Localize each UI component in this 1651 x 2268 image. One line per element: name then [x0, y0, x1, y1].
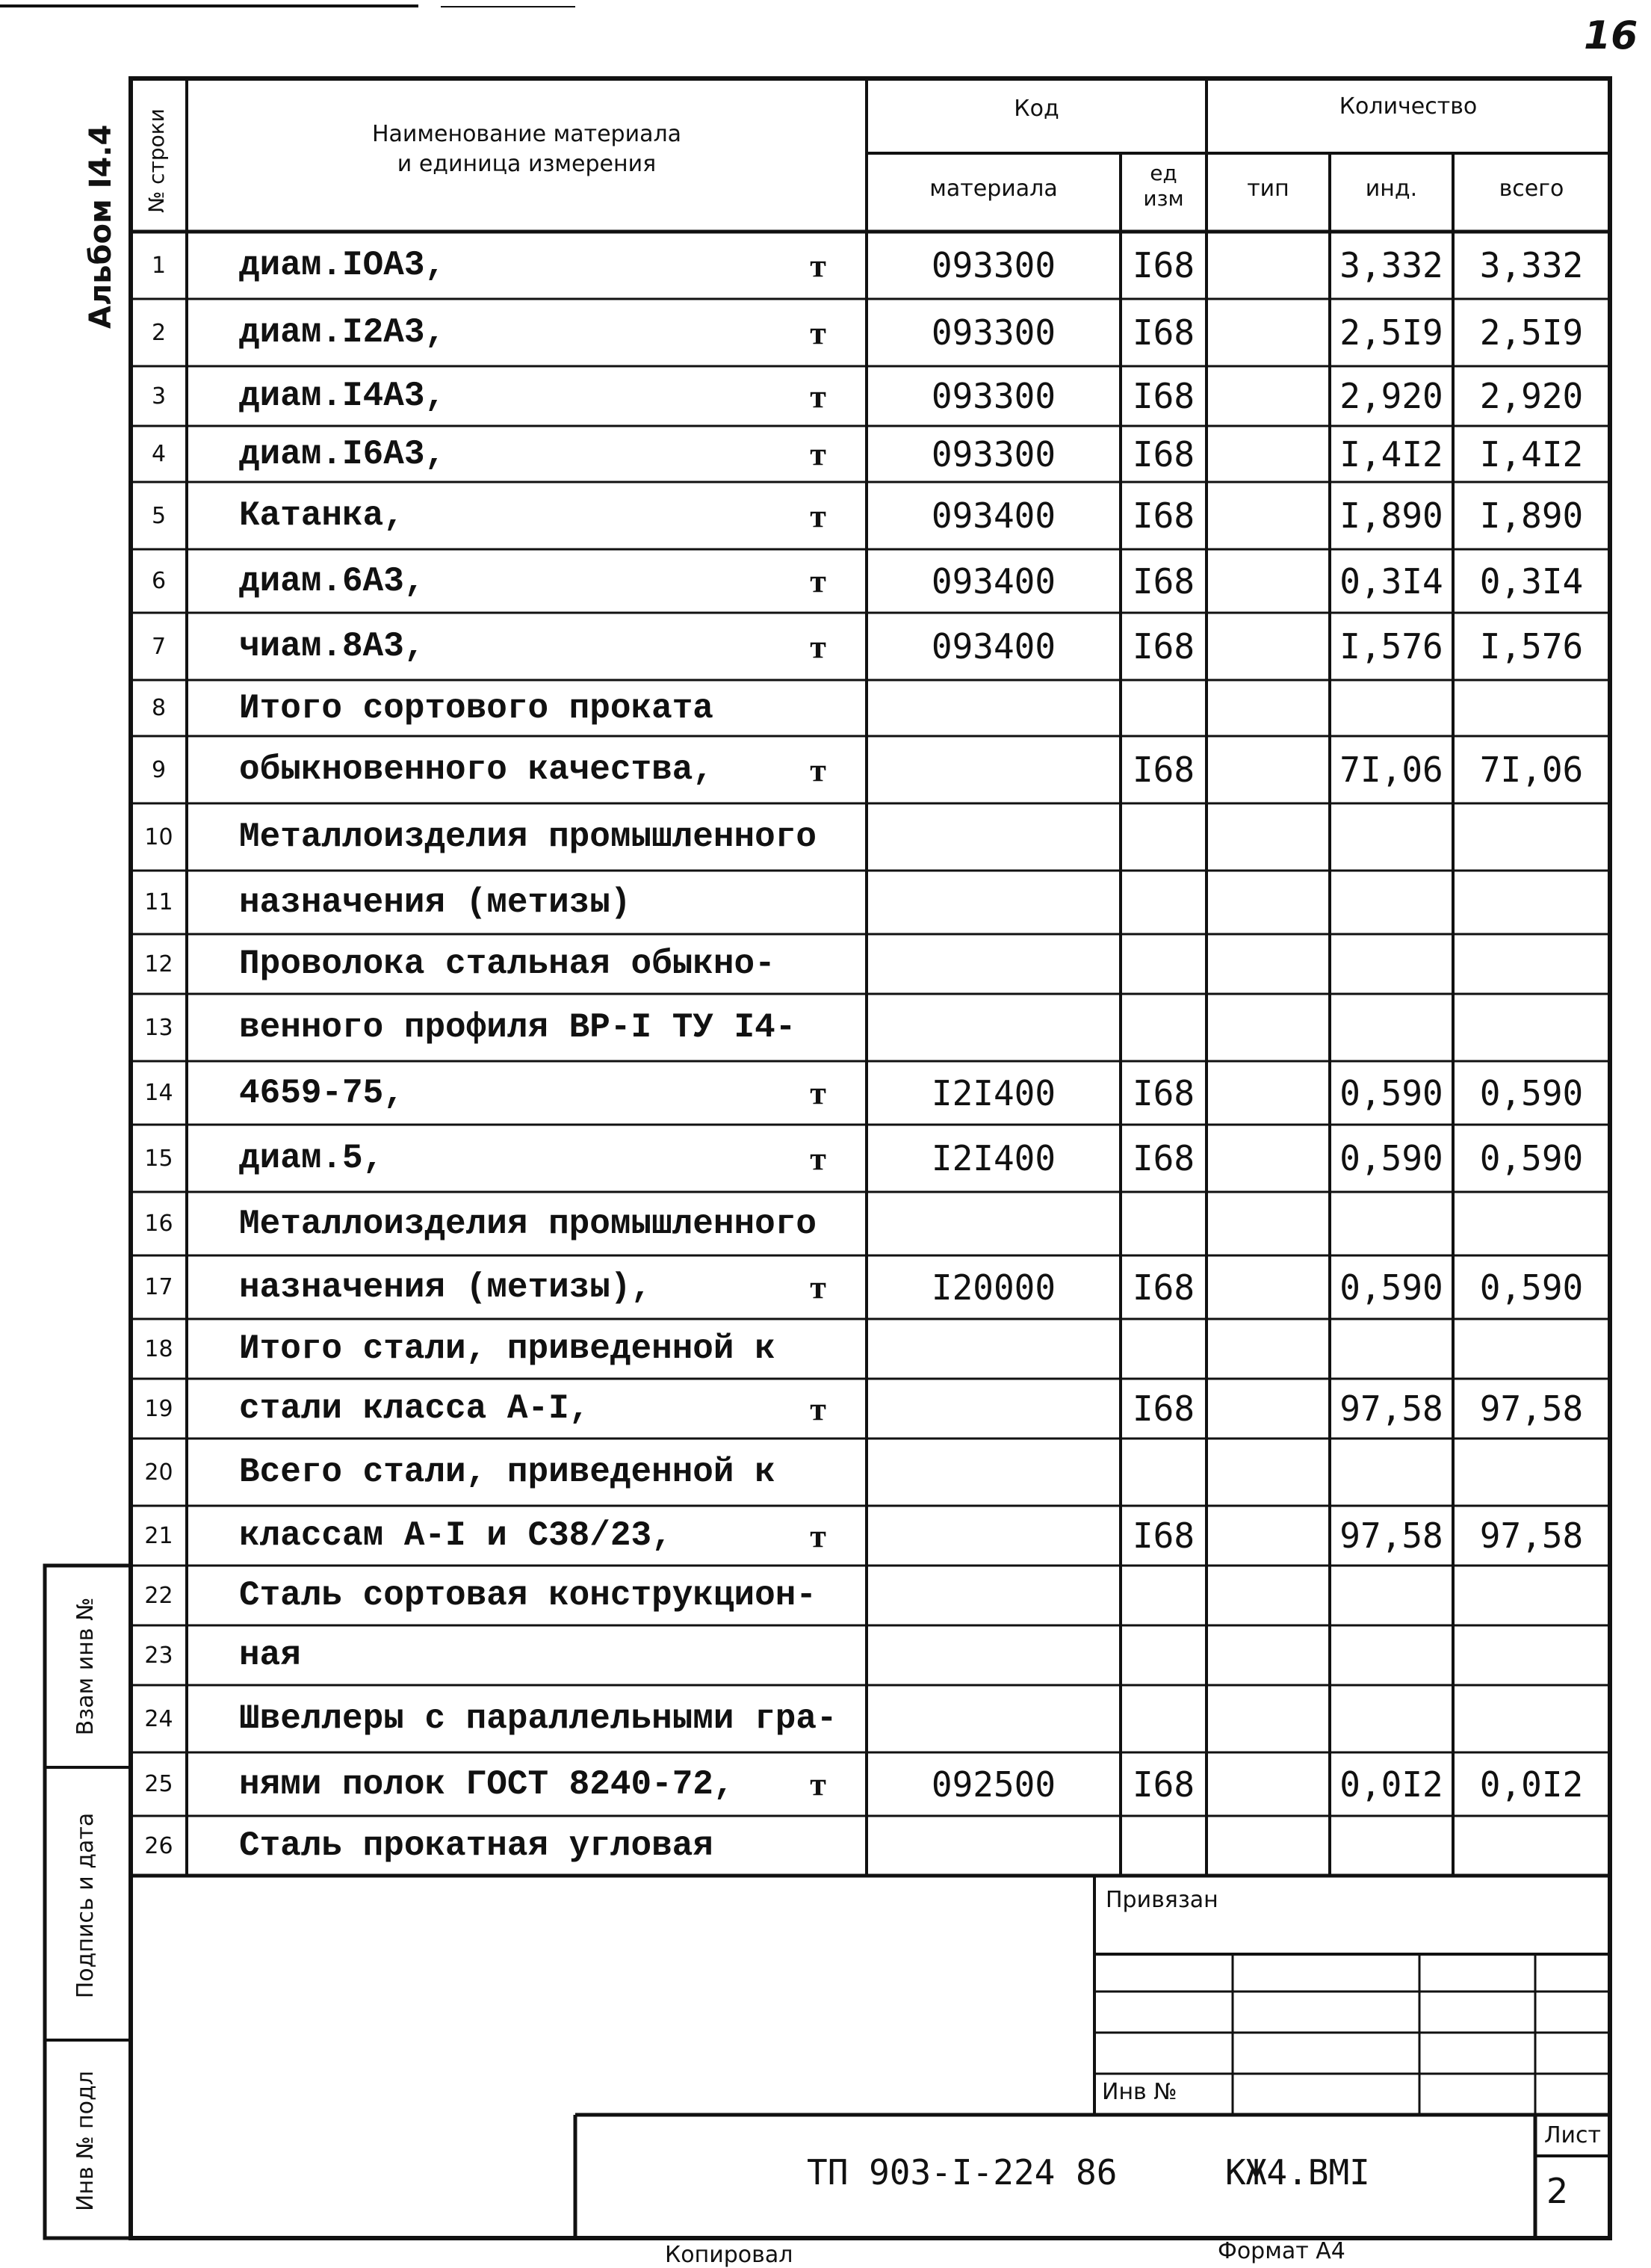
unit-of-measure [777, 994, 859, 1061]
measure-code: I68 [1132, 495, 1195, 536]
material-name: стали класса А-I, [239, 1389, 590, 1428]
measure-code: I68 [1132, 626, 1195, 667]
album-label: Альбом I4.4 [84, 124, 118, 329]
measure-code: I68 [1132, 245, 1195, 285]
header-row-no: № строки [144, 108, 169, 213]
measure-code: I68 [1132, 1138, 1195, 1178]
unit-of-measure: т [810, 436, 826, 472]
quantity-total [1453, 1816, 1610, 1876]
quantity-ind: I,890 [1339, 495, 1443, 536]
material-code: I2I400 [931, 1072, 1056, 1113]
header-quantity: Количество [1339, 93, 1478, 120]
row-number: 2 [151, 319, 167, 346]
header-unit: ед изм [1143, 161, 1184, 211]
quantity-ind: 0,590 [1339, 1267, 1443, 1308]
quantity-ind [1330, 803, 1453, 871]
row-number: 15 [144, 1145, 173, 1172]
measure-code: I68 [1132, 750, 1195, 790]
quantity-total: 97,58 [1479, 1388, 1584, 1429]
material-name: Всего стали, приведенной к [239, 1453, 775, 1492]
material-name: венного профиля ВР-I ТУ I4- [239, 1008, 796, 1047]
quantity-ind: 0,590 [1339, 1138, 1443, 1178]
material-name: назначения (метизы) [239, 883, 631, 922]
page-number: 16 [1584, 13, 1638, 58]
measure-code [1121, 680, 1206, 736]
quantity-ind [1330, 1816, 1453, 1876]
quantity-ind: 0,3I4 [1339, 560, 1443, 602]
material-code: I2I400 [931, 1138, 1056, 1178]
row-number: 3 [151, 383, 167, 410]
unit-of-measure [777, 1439, 859, 1506]
measure-code [1121, 1816, 1206, 1876]
material-code [867, 1319, 1121, 1379]
row-number: 25 [144, 1771, 173, 1797]
footer-format: Формат А4 [1218, 2238, 1345, 2264]
quantity-ind [1330, 994, 1453, 1061]
quantity-total: I,4I2 [1479, 433, 1584, 475]
row-number: 12 [144, 951, 173, 977]
quantity-total: 0,0I2 [1479, 1764, 1584, 1805]
quantity-total [1453, 1625, 1610, 1685]
material-name: Итого стали, приведенной к [239, 1329, 775, 1368]
material-code: 093400 [931, 495, 1056, 536]
measure-code: I68 [1132, 312, 1195, 353]
quantity-ind: 0,590 [1339, 1072, 1443, 1113]
material-name: диам.I4A3, [239, 377, 446, 415]
header-total: всего [1499, 176, 1564, 202]
inv-no-label: Инв № [1102, 2079, 1177, 2105]
quantity-ind [1330, 1685, 1453, 1752]
quantity-ind: 0,0I2 [1339, 1764, 1443, 1805]
material-code [867, 994, 1121, 1061]
material-name: диам.I6A3, [239, 434, 446, 474]
quantity-total: 0,590 [1479, 1138, 1584, 1178]
unit-of-measure: т [810, 1075, 826, 1111]
row-number: 4 [151, 441, 167, 467]
quantity-ind [1330, 1439, 1453, 1506]
unit-of-measure: т [810, 563, 826, 599]
quantity-total: 0,3I4 [1479, 560, 1584, 602]
quantity-total [1453, 994, 1610, 1061]
privyazan-label: Привязан [1106, 1887, 1218, 1913]
row-number: 19 [144, 1395, 173, 1422]
material-code [867, 1506, 1121, 1566]
measure-code [1121, 803, 1206, 871]
row-number: 14 [144, 1080, 173, 1106]
row-number: 24 [144, 1705, 173, 1732]
material-name: Проволока стальная обыкно- [239, 945, 775, 983]
header-material: материала [929, 176, 1058, 202]
measure-code [1121, 1625, 1206, 1685]
material-name: диам.I2A3, [239, 313, 446, 352]
quantity-ind [1330, 1192, 1453, 1255]
material-name: 4659-75, [239, 1073, 404, 1113]
quantity-total [1453, 1319, 1610, 1379]
material-code: 092500 [931, 1764, 1056, 1805]
quantity-total: 2,920 [1479, 376, 1584, 416]
row-number: 6 [151, 568, 167, 594]
footer-copied: Копировал [665, 2242, 793, 2268]
row-number: 21 [144, 1522, 173, 1549]
material-code [867, 1379, 1121, 1439]
quantity-total [1453, 1439, 1610, 1506]
material-code [867, 934, 1121, 994]
material-name: Катанка, [239, 496, 404, 535]
row-number: 18 [144, 1335, 173, 1362]
material-name: чиам.8A3, [239, 627, 425, 666]
quantity-total [1453, 803, 1610, 871]
unit-of-measure: т [810, 314, 826, 351]
measure-code [1121, 1319, 1206, 1379]
material-name: Сталь сортовая конструкцион- [239, 1576, 817, 1615]
quantity-total [1453, 1566, 1610, 1625]
material-code: 093400 [931, 560, 1056, 602]
quantity-ind: 2,920 [1339, 376, 1443, 416]
row-number: 17 [144, 1274, 173, 1300]
header-typ: тип [1247, 176, 1289, 202]
row-number: 10 [144, 824, 173, 850]
material-name: классам А-I и С38/23, [239, 1516, 672, 1555]
measure-code [1121, 1685, 1206, 1752]
row-number: 13 [144, 1014, 173, 1041]
material-code [867, 1566, 1121, 1625]
quantity-ind [1330, 934, 1453, 994]
unit-of-measure [777, 1192, 859, 1255]
doc-mark: КЖ4.ВМI [1225, 2152, 1370, 2193]
quantity-ind: 97,58 [1339, 1388, 1443, 1429]
quantity-total [1453, 871, 1610, 934]
row-number: 8 [151, 695, 167, 721]
material-code: 093400 [931, 626, 1056, 667]
material-name: нями полок ГОСТ 8240-72, [239, 1764, 734, 1804]
quantity-total: 0,590 [1479, 1267, 1584, 1308]
quantity-total: 97,58 [1479, 1515, 1584, 1556]
quantity-ind [1330, 1625, 1453, 1685]
measure-code [1121, 1566, 1206, 1625]
unit-of-measure [777, 934, 859, 994]
quantity-ind: 7I,06 [1339, 750, 1443, 790]
row-number: 1 [151, 252, 167, 279]
material-name: диам.5, [239, 1139, 384, 1178]
measure-code: I68 [1132, 1764, 1195, 1805]
quantity-total: 0,590 [1479, 1072, 1584, 1113]
quantity-ind [1330, 871, 1453, 934]
material-code [867, 803, 1121, 871]
material-code [867, 1625, 1121, 1685]
header-name: Наименование материала и единица измерения [371, 121, 682, 177]
sheet-number: 2 [1546, 2171, 1569, 2211]
unit-of-measure: т [810, 377, 826, 415]
row-number: 16 [144, 1211, 173, 1237]
material-code [867, 736, 1121, 803]
unit-of-measure: т [810, 1766, 826, 1802]
quantity-total [1453, 680, 1610, 736]
quantity-total [1453, 934, 1610, 994]
header-ind: инд. [1365, 176, 1418, 202]
measure-code: I68 [1132, 560, 1195, 602]
measure-code: I68 [1132, 1072, 1195, 1113]
material-code: 093300 [931, 376, 1056, 416]
quantity-ind [1330, 1319, 1453, 1379]
material-code [867, 1192, 1121, 1255]
row-number: 23 [144, 1642, 173, 1669]
unit-of-measure: т [810, 751, 826, 788]
quantity-total [1453, 1192, 1610, 1255]
quantity-total: 7I,06 [1479, 750, 1584, 790]
unit-of-measure: т [810, 1517, 826, 1554]
measure-code: I68 [1132, 376, 1195, 416]
material-code [867, 680, 1121, 736]
material-name: Металлоизделия промышленного [239, 1204, 817, 1243]
material-name: диам.IOA3, [239, 246, 446, 285]
quantity-total: I,890 [1479, 495, 1584, 536]
material-name: обыкновенного качества, [239, 750, 713, 789]
measure-code [1121, 934, 1206, 994]
side-inv-podl-label: Инв № подл [72, 2071, 99, 2211]
measure-code: I68 [1132, 433, 1195, 475]
material-name: Сталь прокатная угловая [239, 1826, 713, 1865]
material-name: Швеллеры с параллельными гра- [239, 1699, 837, 1738]
sheet-label: Лист [1543, 2122, 1602, 2148]
side-vzam-label: Взам инв № [72, 1597, 99, 1736]
material-name: Металлоизделия промышленного [239, 818, 817, 856]
material-code [867, 1816, 1121, 1876]
material-name: диам.6A3, [239, 561, 425, 601]
unit-of-measure [777, 803, 859, 871]
measure-code [1121, 1192, 1206, 1255]
material-name: назначения (метизы), [239, 1267, 652, 1307]
unit-of-measure [777, 871, 859, 934]
material-code: I20000 [931, 1267, 1056, 1308]
material-name: ная [239, 1636, 301, 1675]
row-number: 22 [144, 1582, 173, 1609]
quantity-ind: 3,332 [1339, 245, 1443, 285]
unit-of-measure [777, 1566, 859, 1625]
row-number: 26 [144, 1832, 173, 1859]
unit-of-measure [777, 680, 859, 736]
quantity-total: I,576 [1479, 626, 1584, 667]
material-code [867, 1439, 1121, 1506]
quantity-ind: 97,58 [1339, 1515, 1443, 1556]
header-code: Код [1014, 96, 1059, 122]
material-code: 093300 [931, 312, 1056, 353]
material-code: 093300 [931, 245, 1056, 285]
material-code [867, 871, 1121, 934]
unit-of-measure: т [810, 247, 826, 284]
unit-of-measure: т [810, 1140, 826, 1177]
unit-of-measure: т [810, 1269, 826, 1306]
quantity-ind: I,4I2 [1339, 433, 1443, 475]
row-number: 9 [151, 756, 167, 783]
unit-of-measure [777, 1685, 859, 1752]
measure-code: I68 [1132, 1267, 1195, 1308]
material-code [867, 1685, 1121, 1752]
unit-of-measure [777, 1816, 859, 1876]
measure-code: I68 [1132, 1388, 1195, 1429]
row-number: 11 [144, 889, 173, 915]
row-number: 20 [144, 1459, 173, 1486]
measure-code [1121, 871, 1206, 934]
quantity-ind: 2,5I9 [1339, 312, 1443, 353]
unit-of-measure [777, 1625, 859, 1685]
unit-of-measure [777, 1319, 859, 1379]
unit-of-measure: т [810, 1390, 826, 1427]
material-code: 093300 [931, 433, 1056, 475]
measure-code: I68 [1132, 1515, 1195, 1556]
side-podpis-label: Подпись и дата [72, 1812, 99, 1999]
measure-code [1121, 994, 1206, 1061]
quantity-total: 3,332 [1479, 245, 1584, 285]
quantity-ind [1330, 680, 1453, 736]
quantity-total [1453, 1685, 1610, 1752]
doc-code: ТП 903-I-224 86 [807, 2152, 1118, 2193]
row-number: 5 [151, 502, 167, 529]
unit-of-measure: т [810, 628, 826, 665]
unit-of-measure: т [810, 497, 826, 534]
quantity-ind: I,576 [1339, 626, 1443, 667]
measure-code [1121, 1439, 1206, 1506]
material-name: Итого сортового проката [239, 688, 713, 728]
quantity-ind [1330, 1566, 1453, 1625]
quantity-total: 2,5I9 [1479, 312, 1584, 353]
row-number: 7 [151, 633, 167, 660]
